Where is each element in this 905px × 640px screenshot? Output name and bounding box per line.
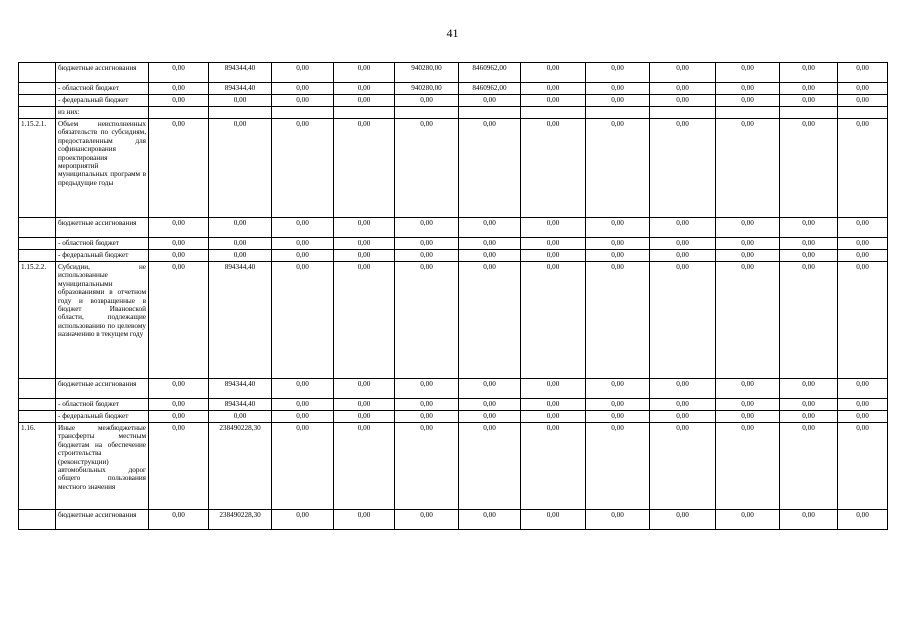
- value-cell: 0,00: [395, 238, 459, 250]
- value-cell: 0,00: [521, 119, 586, 218]
- value-cell: 0,00: [521, 262, 586, 379]
- value-cell: 0,00: [272, 379, 334, 399]
- value-cell: 0,00: [716, 510, 780, 530]
- table-row: [19, 107, 888, 119]
- value-cell: 0,00: [780, 218, 838, 238]
- value-cell: 0,00: [716, 379, 780, 399]
- value-cell: 0,00: [650, 238, 716, 250]
- value-cell: 8460962,00: [459, 83, 521, 95]
- table-row: [19, 63, 888, 83]
- value-cell: 0,00: [586, 411, 650, 423]
- value-cell: 0,00: [459, 238, 521, 250]
- value-cell: [586, 107, 650, 119]
- value-cell: [272, 107, 334, 119]
- value-cell: 0,00: [838, 423, 888, 510]
- value-cell: 0,00: [395, 119, 459, 218]
- value-cell: 0,00: [586, 379, 650, 399]
- value-cell: 0,00: [838, 63, 888, 83]
- row-name: Субсидии, не использованные муниципальными образованиями в отчетном году и возвращенные в бюджет Ивановской области, подлежащие использованию по целевому назначению в текущем году: [56, 262, 149, 379]
- value-cell: 0,00: [716, 238, 780, 250]
- value-cell: 0,00: [521, 83, 586, 95]
- row-code: [19, 250, 56, 262]
- value-cell: 0,00: [149, 95, 209, 107]
- value-cell: [459, 107, 521, 119]
- value-cell: 0,00: [586, 83, 650, 95]
- value-cell: 0,00: [586, 119, 650, 218]
- value-cell: 0,00: [459, 218, 521, 238]
- value-cell: 0,00: [395, 250, 459, 262]
- value-cell: 0,00: [650, 379, 716, 399]
- value-cell: 0,00: [395, 379, 459, 399]
- row-code: [19, 63, 56, 83]
- value-cell: 0,00: [780, 411, 838, 423]
- value-cell: 0,00: [149, 119, 209, 218]
- value-cell: [716, 107, 780, 119]
- value-cell: 0,00: [716, 411, 780, 423]
- value-cell: [334, 107, 395, 119]
- value-cell: 0,00: [149, 411, 209, 423]
- value-cell: 0,00: [780, 119, 838, 218]
- value-cell: 0,00: [149, 379, 209, 399]
- row-name: бюджетные ассигнования: [56, 379, 149, 399]
- value-cell: 0,00: [650, 250, 716, 262]
- row-name: - областной бюджет: [56, 83, 149, 95]
- value-cell: 0,00: [716, 250, 780, 262]
- value-cell: 0,00: [838, 250, 888, 262]
- page-number: 41: [446, 26, 459, 40]
- value-cell: 0,00: [780, 250, 838, 262]
- value-cell: 0,00: [272, 218, 334, 238]
- row-name: - областной бюджет: [56, 399, 149, 411]
- value-cell: 0,00: [459, 95, 521, 107]
- value-cell: 0,00: [716, 218, 780, 238]
- table-row: [19, 510, 888, 530]
- row-code: 1.15.2.1.: [19, 119, 56, 218]
- value-cell: 0,00: [209, 411, 272, 423]
- value-cell: 0,00: [716, 63, 780, 83]
- value-cell: 0,00: [586, 250, 650, 262]
- table-row: [19, 250, 888, 262]
- row-name: - федеральный бюджет: [56, 95, 149, 107]
- value-cell: 0,00: [780, 83, 838, 95]
- value-cell: 0,00: [780, 95, 838, 107]
- value-cell: 0,00: [272, 262, 334, 379]
- value-cell: 0,00: [149, 83, 209, 95]
- value-cell: 0,00: [459, 411, 521, 423]
- value-cell: [149, 107, 209, 119]
- value-cell: 0,00: [459, 510, 521, 530]
- value-cell: 0,00: [334, 218, 395, 238]
- value-cell: 0,00: [650, 262, 716, 379]
- value-cell: 0,00: [334, 510, 395, 530]
- table-row: [19, 399, 888, 411]
- value-cell: 0,00: [586, 95, 650, 107]
- value-cell: 894344,40: [209, 83, 272, 95]
- table-row: [19, 218, 888, 238]
- row-name: из них:: [56, 107, 149, 119]
- row-code: [19, 399, 56, 411]
- value-cell: 0,00: [334, 83, 395, 95]
- value-cell: 0,00: [838, 218, 888, 238]
- value-cell: 0,00: [586, 218, 650, 238]
- value-cell: 0,00: [395, 218, 459, 238]
- value-cell: [395, 107, 459, 119]
- value-cell: 0,00: [334, 423, 395, 510]
- row-code: [19, 411, 56, 423]
- value-cell: 0,00: [395, 262, 459, 379]
- value-cell: 0,00: [650, 411, 716, 423]
- value-cell: 0,00: [459, 262, 521, 379]
- value-cell: 0,00: [459, 423, 521, 510]
- value-cell: 0,00: [838, 510, 888, 530]
- row-code: [19, 107, 56, 119]
- value-cell: 0,00: [334, 262, 395, 379]
- row-name: Объем неисполненных обязательств по субсидиям, предоставленным для софинансирования проектирования мероприятий муниципальных программ в предыдущие годы: [56, 119, 149, 218]
- value-cell: 0,00: [272, 95, 334, 107]
- value-cell: 0,00: [334, 411, 395, 423]
- row-code: 1.16.: [19, 423, 56, 510]
- value-cell: 8460962,00: [459, 63, 521, 83]
- table-row: [19, 238, 888, 250]
- value-cell: 0,00: [650, 63, 716, 83]
- value-cell: 0,00: [838, 119, 888, 218]
- table-row: [19, 411, 888, 423]
- row-code: [19, 83, 56, 95]
- value-cell: 0,00: [521, 510, 586, 530]
- value-cell: 0,00: [521, 63, 586, 83]
- value-cell: 0,00: [272, 238, 334, 250]
- value-cell: 894344,40: [209, 379, 272, 399]
- value-cell: 0,00: [838, 399, 888, 411]
- row-code: [19, 95, 56, 107]
- value-cell: 0,00: [780, 262, 838, 379]
- value-cell: 0,00: [459, 119, 521, 218]
- value-cell: 0,00: [780, 510, 838, 530]
- value-cell: 0,00: [149, 262, 209, 379]
- value-cell: 0,00: [272, 250, 334, 262]
- value-cell: 0,00: [586, 238, 650, 250]
- value-cell: 0,00: [716, 119, 780, 218]
- value-cell: 0,00: [716, 83, 780, 95]
- table-row: [19, 119, 888, 218]
- value-cell: 894344,40: [209, 63, 272, 83]
- value-cell: 0,00: [395, 423, 459, 510]
- value-cell: 0,00: [586, 510, 650, 530]
- value-cell: 0,00: [521, 423, 586, 510]
- value-cell: 0,00: [459, 250, 521, 262]
- value-cell: 0,00: [209, 238, 272, 250]
- row-code: [19, 379, 56, 399]
- value-cell: 0,00: [716, 399, 780, 411]
- value-cell: 0,00: [716, 95, 780, 107]
- value-cell: 894344,40: [209, 399, 272, 411]
- value-cell: 0,00: [521, 399, 586, 411]
- value-cell: [521, 107, 586, 119]
- value-cell: 0,00: [650, 399, 716, 411]
- value-cell: 0,00: [334, 119, 395, 218]
- value-cell: [780, 107, 838, 119]
- value-cell: 0,00: [149, 510, 209, 530]
- row-name: Иные межбюджетные трансферты местным бюджетам на обеспечение строительства (реконструкции) автомобильных дорог общего пользования местного значения: [56, 423, 149, 510]
- value-cell: 0,00: [149, 218, 209, 238]
- value-cell: 0,00: [716, 423, 780, 510]
- value-cell: 0,00: [209, 218, 272, 238]
- value-cell: 0,00: [650, 423, 716, 510]
- value-cell: 0,00: [650, 95, 716, 107]
- value-cell: 0,00: [395, 411, 459, 423]
- value-cell: 0,00: [209, 95, 272, 107]
- value-cell: 0,00: [716, 262, 780, 379]
- table-row: [19, 83, 888, 95]
- value-cell: 0,00: [272, 119, 334, 218]
- value-cell: 0,00: [272, 63, 334, 83]
- value-cell: 0,00: [586, 63, 650, 83]
- value-cell: 940280,00: [395, 83, 459, 95]
- value-cell: 0,00: [521, 238, 586, 250]
- value-cell: 0,00: [521, 250, 586, 262]
- value-cell: 0,00: [149, 399, 209, 411]
- value-cell: 0,00: [838, 238, 888, 250]
- value-cell: 0,00: [149, 63, 209, 83]
- value-cell: 0,00: [272, 423, 334, 510]
- row-name: бюджетные ассигнования: [56, 218, 149, 238]
- value-cell: 0,00: [334, 399, 395, 411]
- value-cell: 894344,40: [209, 262, 272, 379]
- value-cell: 0,00: [272, 510, 334, 530]
- value-cell: 0,00: [586, 423, 650, 510]
- budget-table: [18, 62, 888, 530]
- value-cell: 0,00: [586, 262, 650, 379]
- table-row: [19, 262, 888, 379]
- value-cell: 0,00: [650, 83, 716, 95]
- value-cell: 0,00: [838, 95, 888, 107]
- value-cell: 0,00: [334, 238, 395, 250]
- value-cell: 0,00: [459, 379, 521, 399]
- value-cell: 0,00: [838, 411, 888, 423]
- value-cell: 0,00: [209, 119, 272, 218]
- value-cell: 0,00: [149, 238, 209, 250]
- value-cell: [650, 107, 716, 119]
- value-cell: 0,00: [209, 250, 272, 262]
- value-cell: 0,00: [395, 510, 459, 530]
- value-cell: 0,00: [521, 95, 586, 107]
- row-name: - областной бюджет: [56, 238, 149, 250]
- row-name: - федеральный бюджет: [56, 250, 149, 262]
- value-cell: 0,00: [780, 238, 838, 250]
- value-cell: 0,00: [149, 250, 209, 262]
- table-row: [19, 423, 888, 510]
- value-cell: 0,00: [650, 510, 716, 530]
- value-cell: 0,00: [334, 250, 395, 262]
- row-name: - федеральный бюджет: [56, 411, 149, 423]
- value-cell: 940280,00: [395, 63, 459, 83]
- value-cell: 0,00: [459, 399, 521, 411]
- value-cell: 0,00: [395, 399, 459, 411]
- value-cell: 0,00: [838, 262, 888, 379]
- value-cell: 0,00: [780, 379, 838, 399]
- value-cell: 0,00: [149, 423, 209, 510]
- value-cell: 0,00: [272, 399, 334, 411]
- value-cell: 0,00: [780, 399, 838, 411]
- row-name: бюджетные ассигнования: [56, 510, 149, 530]
- table-body: [19, 63, 888, 530]
- row-code: [19, 218, 56, 238]
- table-row: [19, 95, 888, 107]
- value-cell: 0,00: [334, 379, 395, 399]
- value-cell: 238490228,30: [209, 510, 272, 530]
- value-cell: 0,00: [521, 379, 586, 399]
- value-cell: 0,00: [780, 423, 838, 510]
- value-cell: 0,00: [780, 63, 838, 83]
- row-code: 1.15.2.2.: [19, 262, 56, 379]
- row-code: [19, 238, 56, 250]
- value-cell: [209, 107, 272, 119]
- table-row: [19, 379, 888, 399]
- value-cell: 0,00: [334, 63, 395, 83]
- value-cell: 0,00: [838, 379, 888, 399]
- value-cell: 0,00: [650, 119, 716, 218]
- value-cell: 0,00: [586, 399, 650, 411]
- value-cell: 0,00: [272, 411, 334, 423]
- value-cell: 0,00: [272, 83, 334, 95]
- value-cell: 0,00: [334, 95, 395, 107]
- value-cell: [838, 107, 888, 119]
- value-cell: 0,00: [521, 411, 586, 423]
- row-code: [19, 510, 56, 530]
- value-cell: 0,00: [521, 218, 586, 238]
- value-cell: 0,00: [838, 83, 888, 95]
- value-cell: 238490228,30: [209, 423, 272, 510]
- value-cell: 0,00: [650, 218, 716, 238]
- row-name: бюджетные ассигнования: [56, 63, 149, 83]
- value-cell: 0,00: [395, 95, 459, 107]
